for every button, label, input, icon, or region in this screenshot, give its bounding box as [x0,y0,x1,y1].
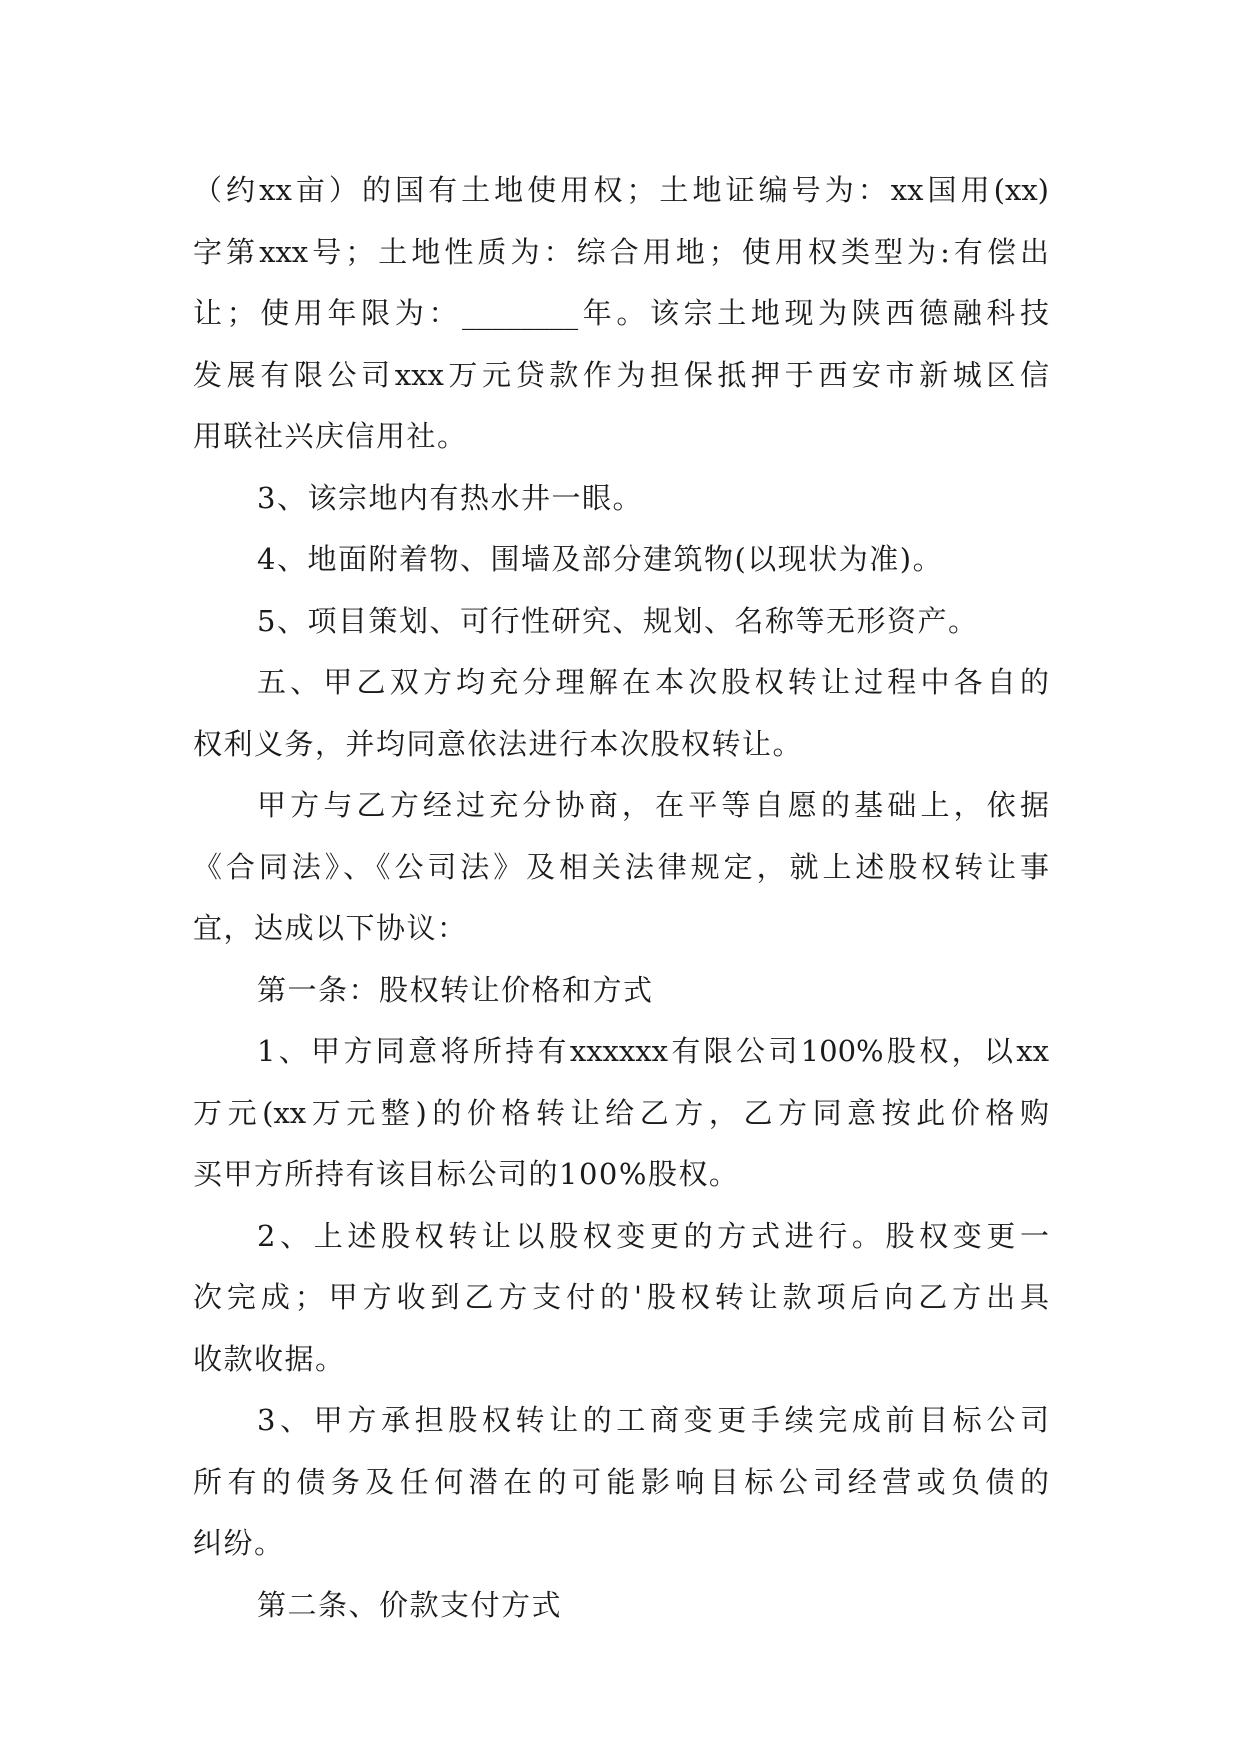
text-line: 权利义务，并均同意依法进行本次股权转让。 [193,726,804,761]
text-line: 5、项目策划、可行性研究、规划、名称等无形资产。 [257,603,979,638]
text-line: 字第xxx号；土地性质为：综合用地；使用权类型为:有偿出 [193,234,1049,269]
section-heading: 第二条、价款支付方式 [257,1587,563,1622]
text-line: 万元(xx万元整)的价格转让给乙方，乙方同意按此价格购 [193,1095,1049,1130]
text-line: 收款收据。 [193,1341,346,1376]
text-line: 宜，达成以下协议： [193,911,468,945]
text-line: 五、甲乙双方均充分理解在本次股权转让过程中各自的 [257,665,1049,699]
text-line: 3、该宗地内有热水井一眼。 [257,480,643,515]
text-line: 1、甲方同意将所持有xxxxxx有限公司100%股权，以xx [257,1034,1049,1068]
text-line: 发展有限公司xxx万元贷款作为担保抵押于西安市新城区信 [193,357,1049,392]
text-line: 甲方与乙方经过充分协商，在平等自愿的基础上，依据 [257,788,1049,822]
section-heading: 第一条：股权转让价格和方式 [257,972,654,1007]
text-line: 所有的债务及任何潜在的可能影响目标公司经营或负债的 [193,1464,1049,1499]
text-line: （约xx亩）的国有土地使用权；土地证编号为：xx国用(xx) [193,173,1049,207]
text-line: 买甲方所持有该目标公司的100%股权。 [193,1157,740,1191]
text-line: 次完成；甲方收到乙方支付的'股权转让款项后向乙方出具 [193,1280,1049,1314]
text-line: 纠纷。 [193,1526,285,1560]
document-body [193,160,1049,1636]
text-line: 让；使用年限为：________年。该宗土地现为陕西德融科技 [193,296,1049,330]
text-line: 用联社兴庆信用社。 [193,419,468,453]
text-line: 2、上述股权转让以股权变更的方式进行。股权变更一 [257,1218,1049,1253]
text-line: 3、甲方承担股权转让的工商变更手续完成前目标公司 [257,1403,1049,1437]
text-line: 《合同法》、《公司法》及相关法律规定，就上述股权转让事 [193,849,1049,884]
text-line: 4、地面附着物、围墙及部分建筑物(以现状为准)。 [257,542,944,576]
